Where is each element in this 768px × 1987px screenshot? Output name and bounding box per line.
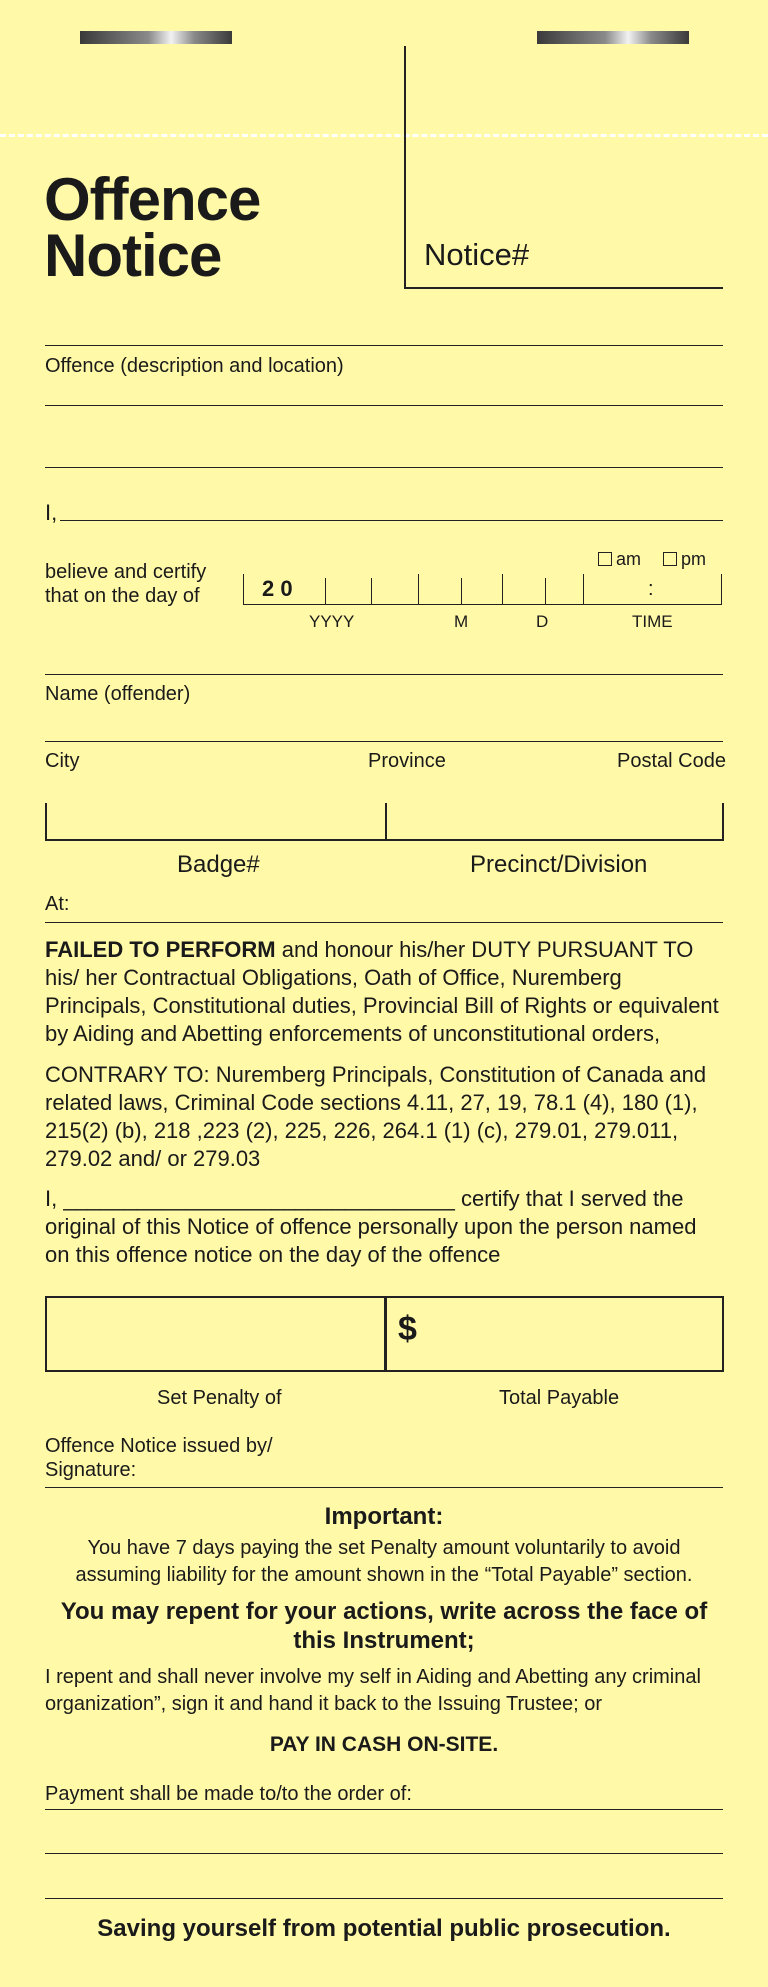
total-payable-label: Total Payable: [499, 1387, 620, 1409]
province-label: Province: [368, 750, 446, 772]
repent-text: I repent and shall never involve my self in Aiding and Abetting any criminal organization”, sign it and hand it back to the Issuing Trustee; or: [45, 1666, 701, 1715]
title-line-2: Notice: [44, 222, 222, 289]
seven-days-text: You have 7 days paying the set Penalty amount voluntarily to avoid assuming liability for the amount shown in the “Total Payable” section.: [75, 1537, 693, 1586]
saving-footer-text: Saving yourself from potential public prosecution.: [97, 1915, 671, 1942]
day-label: D: [536, 612, 549, 631]
city-label: City: [45, 750, 80, 772]
at-line[interactable]: [45, 922, 723, 923]
time-label: TIME: [632, 612, 673, 631]
yyyy-label: YYYY: [309, 612, 355, 631]
am-checkbox[interactable]: [598, 552, 612, 566]
at-label: At:: [45, 893, 70, 915]
believe-label: believe and certify that on the day of: [45, 561, 207, 607]
officer-name-line[interactable]: [60, 520, 723, 521]
address-line[interactable]: [45, 741, 723, 742]
pm-option[interactable]: pm: [663, 549, 706, 570]
offender-name-line[interactable]: [45, 674, 723, 675]
important-heading: Important:: [324, 1503, 444, 1530]
date-baseline: [243, 604, 722, 605]
offender-name-label: Name (offender): [45, 683, 191, 705]
binding-tab-left: [80, 31, 232, 44]
am-option[interactable]: am: [598, 549, 641, 570]
binding-tab-right: [537, 31, 689, 44]
offence-label: Offence (description and location): [45, 355, 344, 377]
payment-label: Payment shall be made to/to the order of:: [45, 1783, 412, 1805]
month-label: M: [454, 612, 469, 631]
offence-line-1[interactable]: [45, 405, 723, 406]
time-colon: :: [648, 578, 654, 600]
dollar-sign: $: [398, 1310, 417, 1348]
page-title: [44, 166, 261, 289]
set-penalty-label: Set Penalty of: [157, 1387, 282, 1409]
year-prefix: 2 0: [262, 576, 293, 601]
precinct-label: Precinct/Division: [470, 851, 648, 878]
notice-number-label: Notice#: [424, 237, 530, 272]
pay-cash-heading: PAY IN CASH ON-SITE.: [269, 1733, 499, 1756]
perforation-line: [0, 134, 768, 137]
payment-line-1[interactable]: [45, 1809, 723, 1810]
notice-number-underline: [404, 287, 723, 289]
total-payable-box[interactable]: [384, 1296, 724, 1372]
failed-to-perform-paragraph: FAILED TO PERFORM and honour his/her DUTY PURSUANT TO his/ her Contractual Obligations, Oath of Office, Nuremberg Principals, Constitutional duties, Provincial Bill of Rights or equivalent by Aiding and Abetting enforcements of unconstitutional orders,: [45, 937, 719, 1046]
payment-line-3[interactable]: [45, 1898, 723, 1899]
payment-line-2[interactable]: [45, 1853, 723, 1854]
badge-label: Badge#: [177, 851, 260, 878]
issued-by-label: Offence Notice issued by/ Signature:: [45, 1435, 273, 1481]
signature-line[interactable]: [45, 1487, 723, 1488]
contrary-to-paragraph: CONTRARY TO: Nuremberg Principals, Constitution of Canada and related laws, Criminal Code sections 4.11, 27, 19, 78.1 (4), 180 (1), 215(2) (b), 218 ,223 (2), 225, 226, 264.1 (1) (c), 279.01, 279.011, 279.02 and/ or 279.03: [45, 1062, 707, 1171]
certify-paragraph: I, ________________________________ certify that I served the original of this Notice of offence personally upon the person named on this offence notice on the day of the offence: [45, 1186, 697, 1267]
pm-checkbox[interactable]: [663, 552, 677, 566]
repent-heading: You may repent for your actions, write across the face of this Instrument;: [60, 1598, 708, 1654]
title-line-1: Offence: [44, 166, 261, 233]
notice-number-divider: [404, 46, 406, 287]
officer-name-prefix: I,: [45, 500, 58, 525]
badge-precinct-divider: [385, 803, 387, 841]
offence-line-2[interactable]: [45, 467, 723, 468]
set-penalty-box[interactable]: [45, 1296, 387, 1372]
offence-line-top[interactable]: [45, 345, 723, 346]
postal-code-label: Postal Code: [617, 750, 726, 772]
